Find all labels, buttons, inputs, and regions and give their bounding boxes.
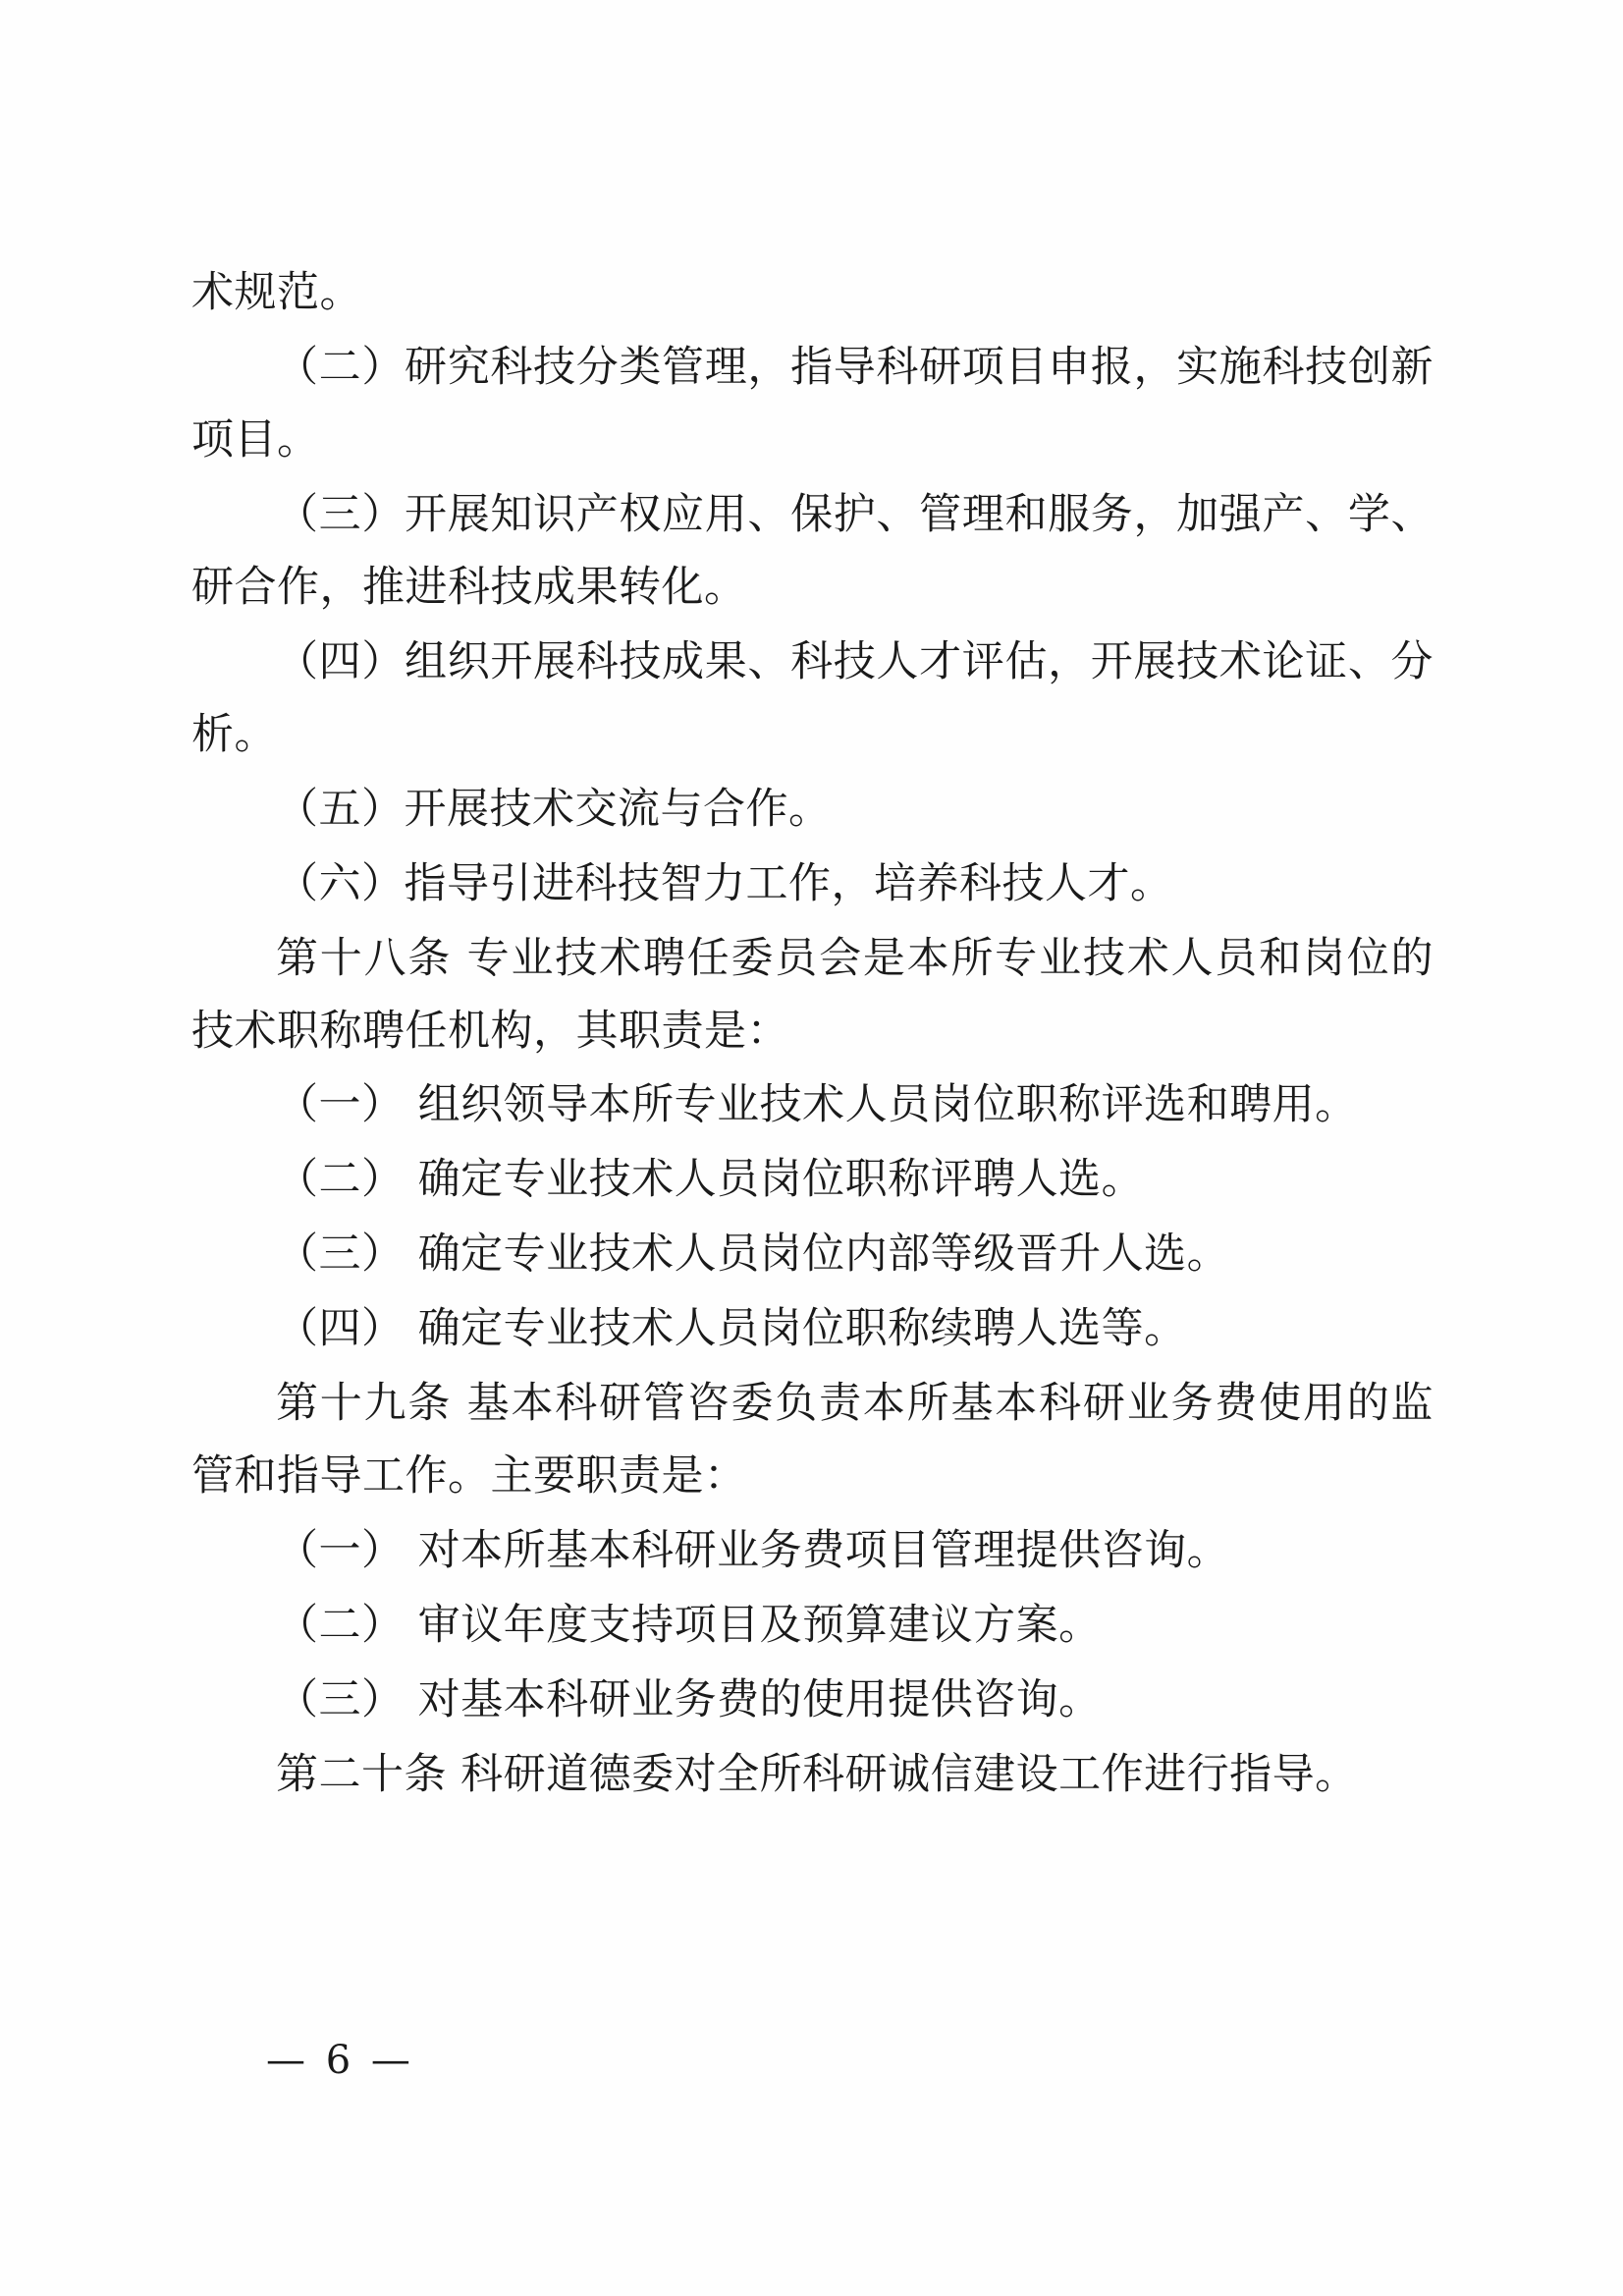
paragraph: （三） 对基本科研业务费的使用提供咨询。 [276,1675,1102,1725]
page-number: — 6 — [266,2038,414,2083]
paragraph: （一） 组织领导本所专业技术人员岗位职称评选和聘用。 [276,1080,1358,1130]
article-paragraph-20: 第二十条 科研道德委对全所科研诚信建设工作进行指导。 [276,1750,1358,1800]
paragraph: （五）开展技术交流与合作。 [276,784,832,834]
paragraph: （二） 审议年度支持项目及预算建议方案。 [276,1601,1102,1651]
article-paragraph-18: 第十八条 专业技术聘任委员会是本所专业技术人员和岗位的技术职称聘任机构，其职责是： [191,933,1434,1056]
paragraph: （四）组织开展科技成果、科技人才评估，开展技术论证、分析。 [191,636,1434,759]
paragraph: （二） 确定专业技术人员岗位职称评聘人选。 [276,1155,1145,1205]
paragraph: 术规范。 [191,268,362,317]
article-paragraph-19: 第十九条 基本科研管咨委负责本所基本科研业务费使用的监管和指导工作。主要职责是： [191,1379,1434,1502]
paragraph: （二）研究科技分类管理，指导科研项目申报，实施科技创新项目。 [191,342,1434,465]
paragraph: （四） 确定专业技术人员岗位职称续聘人选等。 [276,1304,1187,1354]
page-footer [0,2038,1623,2083]
paragraph: （三）开展知识产权应用、保护、管理和服务，加强产、学、研合作，推进科技成果转化。 [191,489,1434,612]
paragraph: （三） 确定专业技术人员岗位内部等级晋升人选。 [276,1230,1230,1280]
document-body [191,257,1434,1814]
paragraph: （一） 对本所基本科研业务费项目管理提供咨询。 [276,1526,1230,1576]
paragraph: （六）指导引进科技智力工作，培养科技人才。 [276,858,1173,908]
